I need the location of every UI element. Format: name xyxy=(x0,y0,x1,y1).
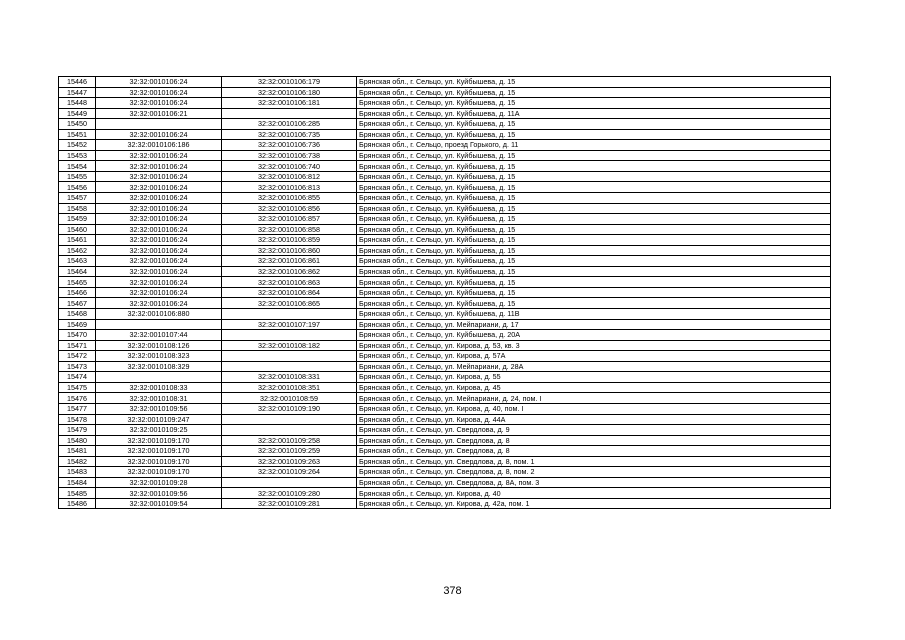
parent-cadastral-number-cell: 32:32:0010106:24 xyxy=(96,277,222,288)
row-number-cell: 15466 xyxy=(59,287,96,298)
parent-cadastral-number-cell: 32:32:0010108:31 xyxy=(96,393,222,404)
address-cell: Брянская обл., г. Сельцо, ул. Кирова, д. 44А xyxy=(357,414,831,425)
address-cell: Брянская обл., г. Сельцо, ул. Куйбышева, д. 11В xyxy=(357,309,831,320)
parent-cadastral-number-cell: 32:32:0010106:24 xyxy=(96,203,222,214)
table-row xyxy=(59,256,831,267)
parent-cadastral-number-cell: 32:32:0010106:24 xyxy=(96,161,222,172)
row-number-cell: 15461 xyxy=(59,235,96,246)
parent-cadastral-number-cell: 32:32:0010108:323 xyxy=(96,351,222,362)
table-body xyxy=(59,77,831,509)
cadastral-number-cell: 32:32:0010108:182 xyxy=(222,340,357,351)
cadastral-number-cell: 32:32:0010109:190 xyxy=(222,403,357,414)
address-cell: Брянская обл., г. Сельцо, ул. Куйбышева, д. 15 xyxy=(357,182,831,193)
cadastral-number-cell: 32:32:0010108:59 xyxy=(222,393,357,404)
table-row xyxy=(59,171,831,182)
row-number-cell: 15476 xyxy=(59,393,96,404)
address-cell: Брянская обл., г. Сельцо, ул. Мейпариани, д. 28А xyxy=(357,361,831,372)
cadastral-number-cell: 32:32:0010106:855 xyxy=(222,193,357,204)
parent-cadastral-number-cell: 32:32:0010106:24 xyxy=(96,287,222,298)
address-cell: Брянская обл., г. Сельцо, ул. Куйбышева, д. 15 xyxy=(357,161,831,172)
table-row xyxy=(59,98,831,109)
cadastral-number-cell: 32:32:0010109:264 xyxy=(222,467,357,478)
parent-cadastral-number-cell: 32:32:0010109:170 xyxy=(96,446,222,457)
cadastral-number-cell: 32:32:0010106:858 xyxy=(222,224,357,235)
row-number-cell: 15455 xyxy=(59,171,96,182)
row-number-cell: 15486 xyxy=(59,498,96,509)
row-number-cell: 15459 xyxy=(59,214,96,225)
address-cell: Брянская обл., г. Сельцо, ул. Куйбышева, д. 15 xyxy=(357,277,831,288)
cadastral-number-cell: 32:32:0010106:857 xyxy=(222,214,357,225)
parent-cadastral-number-cell: 32:32:0010107:44 xyxy=(96,330,222,341)
table-row xyxy=(59,87,831,98)
row-number-cell: 15485 xyxy=(59,488,96,499)
table-row xyxy=(59,372,831,383)
table-row xyxy=(59,467,831,478)
table-row xyxy=(59,351,831,362)
cadastral-number-cell: 32:32:0010106:859 xyxy=(222,235,357,246)
cadastral-number-cell: 32:32:0010106:863 xyxy=(222,277,357,288)
cadastral-number-cell: 32:32:0010107:197 xyxy=(222,319,357,330)
parent-cadastral-number-cell xyxy=(96,372,222,383)
address-cell: Брянская обл., г. Сельцо, ул. Мейпариани, д. 24, пом. I xyxy=(357,393,831,404)
address-cell: Брянская обл., г. Сельцо, ул. Свердлова, д. 8, пом. 2 xyxy=(357,467,831,478)
cadastral-number-cell xyxy=(222,361,357,372)
parent-cadastral-number-cell: 32:32:0010109:170 xyxy=(96,456,222,467)
address-cell: Брянская обл., г. Сельцо, ул. Свердлова, д. 8 xyxy=(357,446,831,457)
row-number-cell: 15456 xyxy=(59,182,96,193)
address-cell: Брянская обл., г. Сельцо, ул. Куйбышева, д. 15 xyxy=(357,235,831,246)
row-number-cell: 15460 xyxy=(59,224,96,235)
cadastral-number-cell: 32:32:0010109:263 xyxy=(222,456,357,467)
parent-cadastral-number-cell: 32:32:0010109:56 xyxy=(96,488,222,499)
row-number-cell: 15446 xyxy=(59,77,96,88)
row-number-cell: 15470 xyxy=(59,330,96,341)
row-number-cell: 15465 xyxy=(59,277,96,288)
address-cell: Брянская обл., г. Сельцо, ул. Свердлова, д. 9 xyxy=(357,425,831,436)
address-cell: Брянская обл., г. Сельцо, ул. Куйбышева, д. 15 xyxy=(357,87,831,98)
parent-cadastral-number-cell: 32:32:0010106:24 xyxy=(96,298,222,309)
row-number-cell: 15478 xyxy=(59,414,96,425)
row-number-cell: 15477 xyxy=(59,403,96,414)
cadastral-number-cell: 32:32:0010106:735 xyxy=(222,129,357,140)
row-number-cell: 15472 xyxy=(59,351,96,362)
parent-cadastral-number-cell: 32:32:0010109:170 xyxy=(96,467,222,478)
row-number-cell: 15482 xyxy=(59,456,96,467)
cadastral-number-cell: 32:32:0010106:180 xyxy=(222,87,357,98)
cadastral-number-cell xyxy=(222,425,357,436)
table-row xyxy=(59,361,831,372)
parent-cadastral-number-cell: 32:32:0010106:24 xyxy=(96,266,222,277)
cadastral-number-cell: 32:32:0010106:181 xyxy=(222,98,357,109)
address-cell: Брянская обл., г. Сельцо, проезд Горького, д. 11 xyxy=(357,140,831,151)
parent-cadastral-number-cell: 32:32:0010106:24 xyxy=(96,224,222,235)
row-number-cell: 15448 xyxy=(59,98,96,109)
table-row xyxy=(59,150,831,161)
row-number-cell: 15480 xyxy=(59,435,96,446)
row-number-cell: 15481 xyxy=(59,446,96,457)
parent-cadastral-number-cell: 32:32:0010109:54 xyxy=(96,498,222,509)
row-number-cell: 15469 xyxy=(59,319,96,330)
row-number-cell: 15468 xyxy=(59,309,96,320)
address-cell: Брянская обл., г. Сельцо, ул. Кирова, д. 45 xyxy=(357,382,831,393)
table-row xyxy=(59,119,831,130)
address-cell: Брянская обл., г. Сельцо, ул. Кирова, д. 57А xyxy=(357,351,831,362)
address-cell: Брянская обл., г. Сельцо, ул. Куйбышева, д. 15 xyxy=(357,119,831,130)
address-cell: Брянская обл., г. Сельцо, ул. Куйбышева, д. 15 xyxy=(357,245,831,256)
parent-cadastral-number-cell: 32:32:0010106:24 xyxy=(96,235,222,246)
parent-cadastral-number-cell: 32:32:0010106:24 xyxy=(96,171,222,182)
table-row xyxy=(59,182,831,193)
property-registry-table xyxy=(58,76,831,509)
parent-cadastral-number-cell: 32:32:0010106:186 xyxy=(96,140,222,151)
parent-cadastral-number-cell: 32:32:0010109:56 xyxy=(96,403,222,414)
table-row xyxy=(59,214,831,225)
cadastral-number-cell: 32:32:0010106:861 xyxy=(222,256,357,267)
address-cell: Брянская обл., г. Сельцо, ул. Куйбышева, д. 15 xyxy=(357,214,831,225)
parent-cadastral-number-cell: 32:32:0010109:247 xyxy=(96,414,222,425)
row-number-cell: 15464 xyxy=(59,266,96,277)
table-row xyxy=(59,319,831,330)
cadastral-number-cell: 32:32:0010109:281 xyxy=(222,498,357,509)
address-cell: Брянская обл., г. Сельцо, ул. Куйбышева, д. 20А xyxy=(357,330,831,341)
row-number-cell: 15451 xyxy=(59,129,96,140)
address-cell: Брянская обл., г. Сельцо, ул. Куйбышева, д. 15 xyxy=(357,129,831,140)
cadastral-number-cell: 32:32:0010106:285 xyxy=(222,119,357,130)
table-row xyxy=(59,140,831,151)
row-number-cell: 15458 xyxy=(59,203,96,214)
parent-cadastral-number-cell: 32:32:0010106:24 xyxy=(96,77,222,88)
parent-cadastral-number-cell: 32:32:0010106:24 xyxy=(96,256,222,267)
cadastral-number-cell xyxy=(222,309,357,320)
parent-cadastral-number-cell: 32:32:0010108:329 xyxy=(96,361,222,372)
page-number: 378 xyxy=(443,585,462,597)
row-number-cell: 15452 xyxy=(59,140,96,151)
parent-cadastral-number-cell: 32:32:0010109:28 xyxy=(96,477,222,488)
row-number-cell: 15447 xyxy=(59,87,96,98)
parent-cadastral-number-cell: 32:32:0010109:170 xyxy=(96,435,222,446)
table-row xyxy=(59,193,831,204)
table-row xyxy=(59,298,831,309)
cadastral-number-cell: 32:32:0010108:331 xyxy=(222,372,357,383)
table-row xyxy=(59,203,831,214)
address-cell: Брянская обл., г. Сельцо, ул. Куйбышева, д. 15 xyxy=(357,256,831,267)
row-number-cell: 15450 xyxy=(59,119,96,130)
table-row xyxy=(59,488,831,499)
address-cell: Брянская обл., г. Сельцо, ул. Свердлова, д. 8А, пом. 3 xyxy=(357,477,831,488)
table-row xyxy=(59,235,831,246)
table-row xyxy=(59,309,831,320)
address-cell: Брянская обл., г. Сельцо, ул. Куйбышева, д. 11А xyxy=(357,108,831,119)
row-number-cell: 15462 xyxy=(59,245,96,256)
cadastral-number-cell xyxy=(222,477,357,488)
address-cell: Брянская обл., г. Сельцо, ул. Кирова, д. 53, кв. 3 xyxy=(357,340,831,351)
table-row xyxy=(59,435,831,446)
cadastral-number-cell: 32:32:0010106:865 xyxy=(222,298,357,309)
cadastral-number-cell: 32:32:0010106:179 xyxy=(222,77,357,88)
table-row xyxy=(59,266,831,277)
cadastral-number-cell: 32:32:0010106:738 xyxy=(222,150,357,161)
table-row xyxy=(59,477,831,488)
table-row xyxy=(59,456,831,467)
cadastral-number-cell xyxy=(222,330,357,341)
row-number-cell: 15484 xyxy=(59,477,96,488)
parent-cadastral-number-cell: 32:32:0010106:24 xyxy=(96,150,222,161)
cadastral-number-cell: 32:32:0010106:812 xyxy=(222,171,357,182)
row-number-cell: 15483 xyxy=(59,467,96,478)
parent-cadastral-number-cell: 32:32:0010106:21 xyxy=(96,108,222,119)
address-cell: Брянская обл., г. Сельцо, ул. Куйбышева, д. 15 xyxy=(357,150,831,161)
cadastral-number-cell: 32:32:0010109:280 xyxy=(222,488,357,499)
table-row xyxy=(59,498,831,509)
table-row xyxy=(59,446,831,457)
row-number-cell: 15474 xyxy=(59,372,96,383)
address-cell: Брянская обл., г. Сельцо, ул. Куйбышева, д. 15 xyxy=(357,298,831,309)
address-cell: Брянская обл., г. Сельцо, ул. Мейпариани, д. 17 xyxy=(357,319,831,330)
table-row xyxy=(59,224,831,235)
parent-cadastral-number-cell xyxy=(96,319,222,330)
row-number-cell: 15457 xyxy=(59,193,96,204)
parent-cadastral-number-cell: 32:32:0010106:24 xyxy=(96,87,222,98)
address-cell: Брянская обл., г. Сельцо, ул. Куйбышева, д. 15 xyxy=(357,193,831,204)
table-row xyxy=(59,287,831,298)
row-number-cell: 15475 xyxy=(59,382,96,393)
table-row xyxy=(59,330,831,341)
address-cell: Брянская обл., г. Сельцо, ул. Куйбышева, д. 15 xyxy=(357,224,831,235)
table-row xyxy=(59,414,831,425)
table-row xyxy=(59,277,831,288)
table-row xyxy=(59,382,831,393)
parent-cadastral-number-cell: 32:32:0010106:24 xyxy=(96,98,222,109)
parent-cadastral-number-cell: 32:32:0010108:33 xyxy=(96,382,222,393)
parent-cadastral-number-cell: 32:32:0010106:24 xyxy=(96,182,222,193)
cadastral-number-cell: 32:32:0010106:862 xyxy=(222,266,357,277)
cadastral-number-cell: 32:32:0010106:864 xyxy=(222,287,357,298)
row-number-cell: 15471 xyxy=(59,340,96,351)
address-cell: Брянская обл., г. Сельцо, ул. Кирова, д. 42а, пом. 1 xyxy=(357,498,831,509)
table-row xyxy=(59,129,831,140)
address-cell: Брянская обл., г. Сельцо, ул. Куйбышева, д. 15 xyxy=(357,98,831,109)
cadastral-number-cell: 32:32:0010109:259 xyxy=(222,446,357,457)
row-number-cell: 15454 xyxy=(59,161,96,172)
cadastral-number-cell: 32:32:0010106:856 xyxy=(222,203,357,214)
address-cell: Брянская обл., г. Сельцо, ул. Куйбышева, д. 15 xyxy=(357,266,831,277)
row-number-cell: 15453 xyxy=(59,150,96,161)
address-cell: Брянская обл., г. Сельцо, ул. Куйбышева, д. 15 xyxy=(357,203,831,214)
cadastral-number-cell xyxy=(222,414,357,425)
cadastral-number-cell: 32:32:0010106:860 xyxy=(222,245,357,256)
address-cell: Брянская обл., г. Сельцо, ул. Кирова, д. 40, пом. I xyxy=(357,403,831,414)
table-row xyxy=(59,77,831,88)
table-row xyxy=(59,425,831,436)
parent-cadastral-number-cell xyxy=(96,119,222,130)
parent-cadastral-number-cell: 32:32:0010109:25 xyxy=(96,425,222,436)
row-number-cell: 15479 xyxy=(59,425,96,436)
parent-cadastral-number-cell: 32:32:0010106:24 xyxy=(96,245,222,256)
parent-cadastral-number-cell: 32:32:0010106:880 xyxy=(96,309,222,320)
table-row xyxy=(59,393,831,404)
row-number-cell: 15473 xyxy=(59,361,96,372)
cadastral-number-cell: 32:32:0010109:258 xyxy=(222,435,357,446)
table-row xyxy=(59,108,831,119)
table-row xyxy=(59,403,831,414)
row-number-cell: 15463 xyxy=(59,256,96,267)
address-cell: Брянская обл., г. Сельцо, ул. Куйбышева, д. 15 xyxy=(357,77,831,88)
row-number-cell: 15449 xyxy=(59,108,96,119)
address-cell: Брянская обл., г. Сельцо, ул. Кирова, д. 40 xyxy=(357,488,831,499)
cadastral-number-cell xyxy=(222,108,357,119)
address-cell: Брянская обл., г. Сельцо, ул. Куйбышева, д. 15 xyxy=(357,287,831,298)
cadastral-number-cell: 32:32:0010106:740 xyxy=(222,161,357,172)
cadastral-number-cell: 32:32:0010106:813 xyxy=(222,182,357,193)
cadastral-number-cell xyxy=(222,351,357,362)
parent-cadastral-number-cell: 32:32:0010106:24 xyxy=(96,214,222,225)
address-cell: Брянская обл., г. Сельцо, ул. Кирова, д. 55 xyxy=(357,372,831,383)
parent-cadastral-number-cell: 32:32:0010106:24 xyxy=(96,129,222,140)
table-row xyxy=(59,161,831,172)
parent-cadastral-number-cell: 32:32:0010106:24 xyxy=(96,193,222,204)
cadastral-number-cell: 32:32:0010106:736 xyxy=(222,140,357,151)
cadastral-number-cell: 32:32:0010108:351 xyxy=(222,382,357,393)
parent-cadastral-number-cell: 32:32:0010108:126 xyxy=(96,340,222,351)
table-row xyxy=(59,340,831,351)
address-cell: Брянская обл., г. Сельцо, ул. Свердлова, д. 8 xyxy=(357,435,831,446)
row-number-cell: 15467 xyxy=(59,298,96,309)
address-cell: Брянская обл., г. Сельцо, ул. Куйбышева, д. 15 xyxy=(357,171,831,182)
table-row xyxy=(59,245,831,256)
address-cell: Брянская обл., г. Сельцо, ул. Свердлова, д. 8, пом. 1 xyxy=(357,456,831,467)
